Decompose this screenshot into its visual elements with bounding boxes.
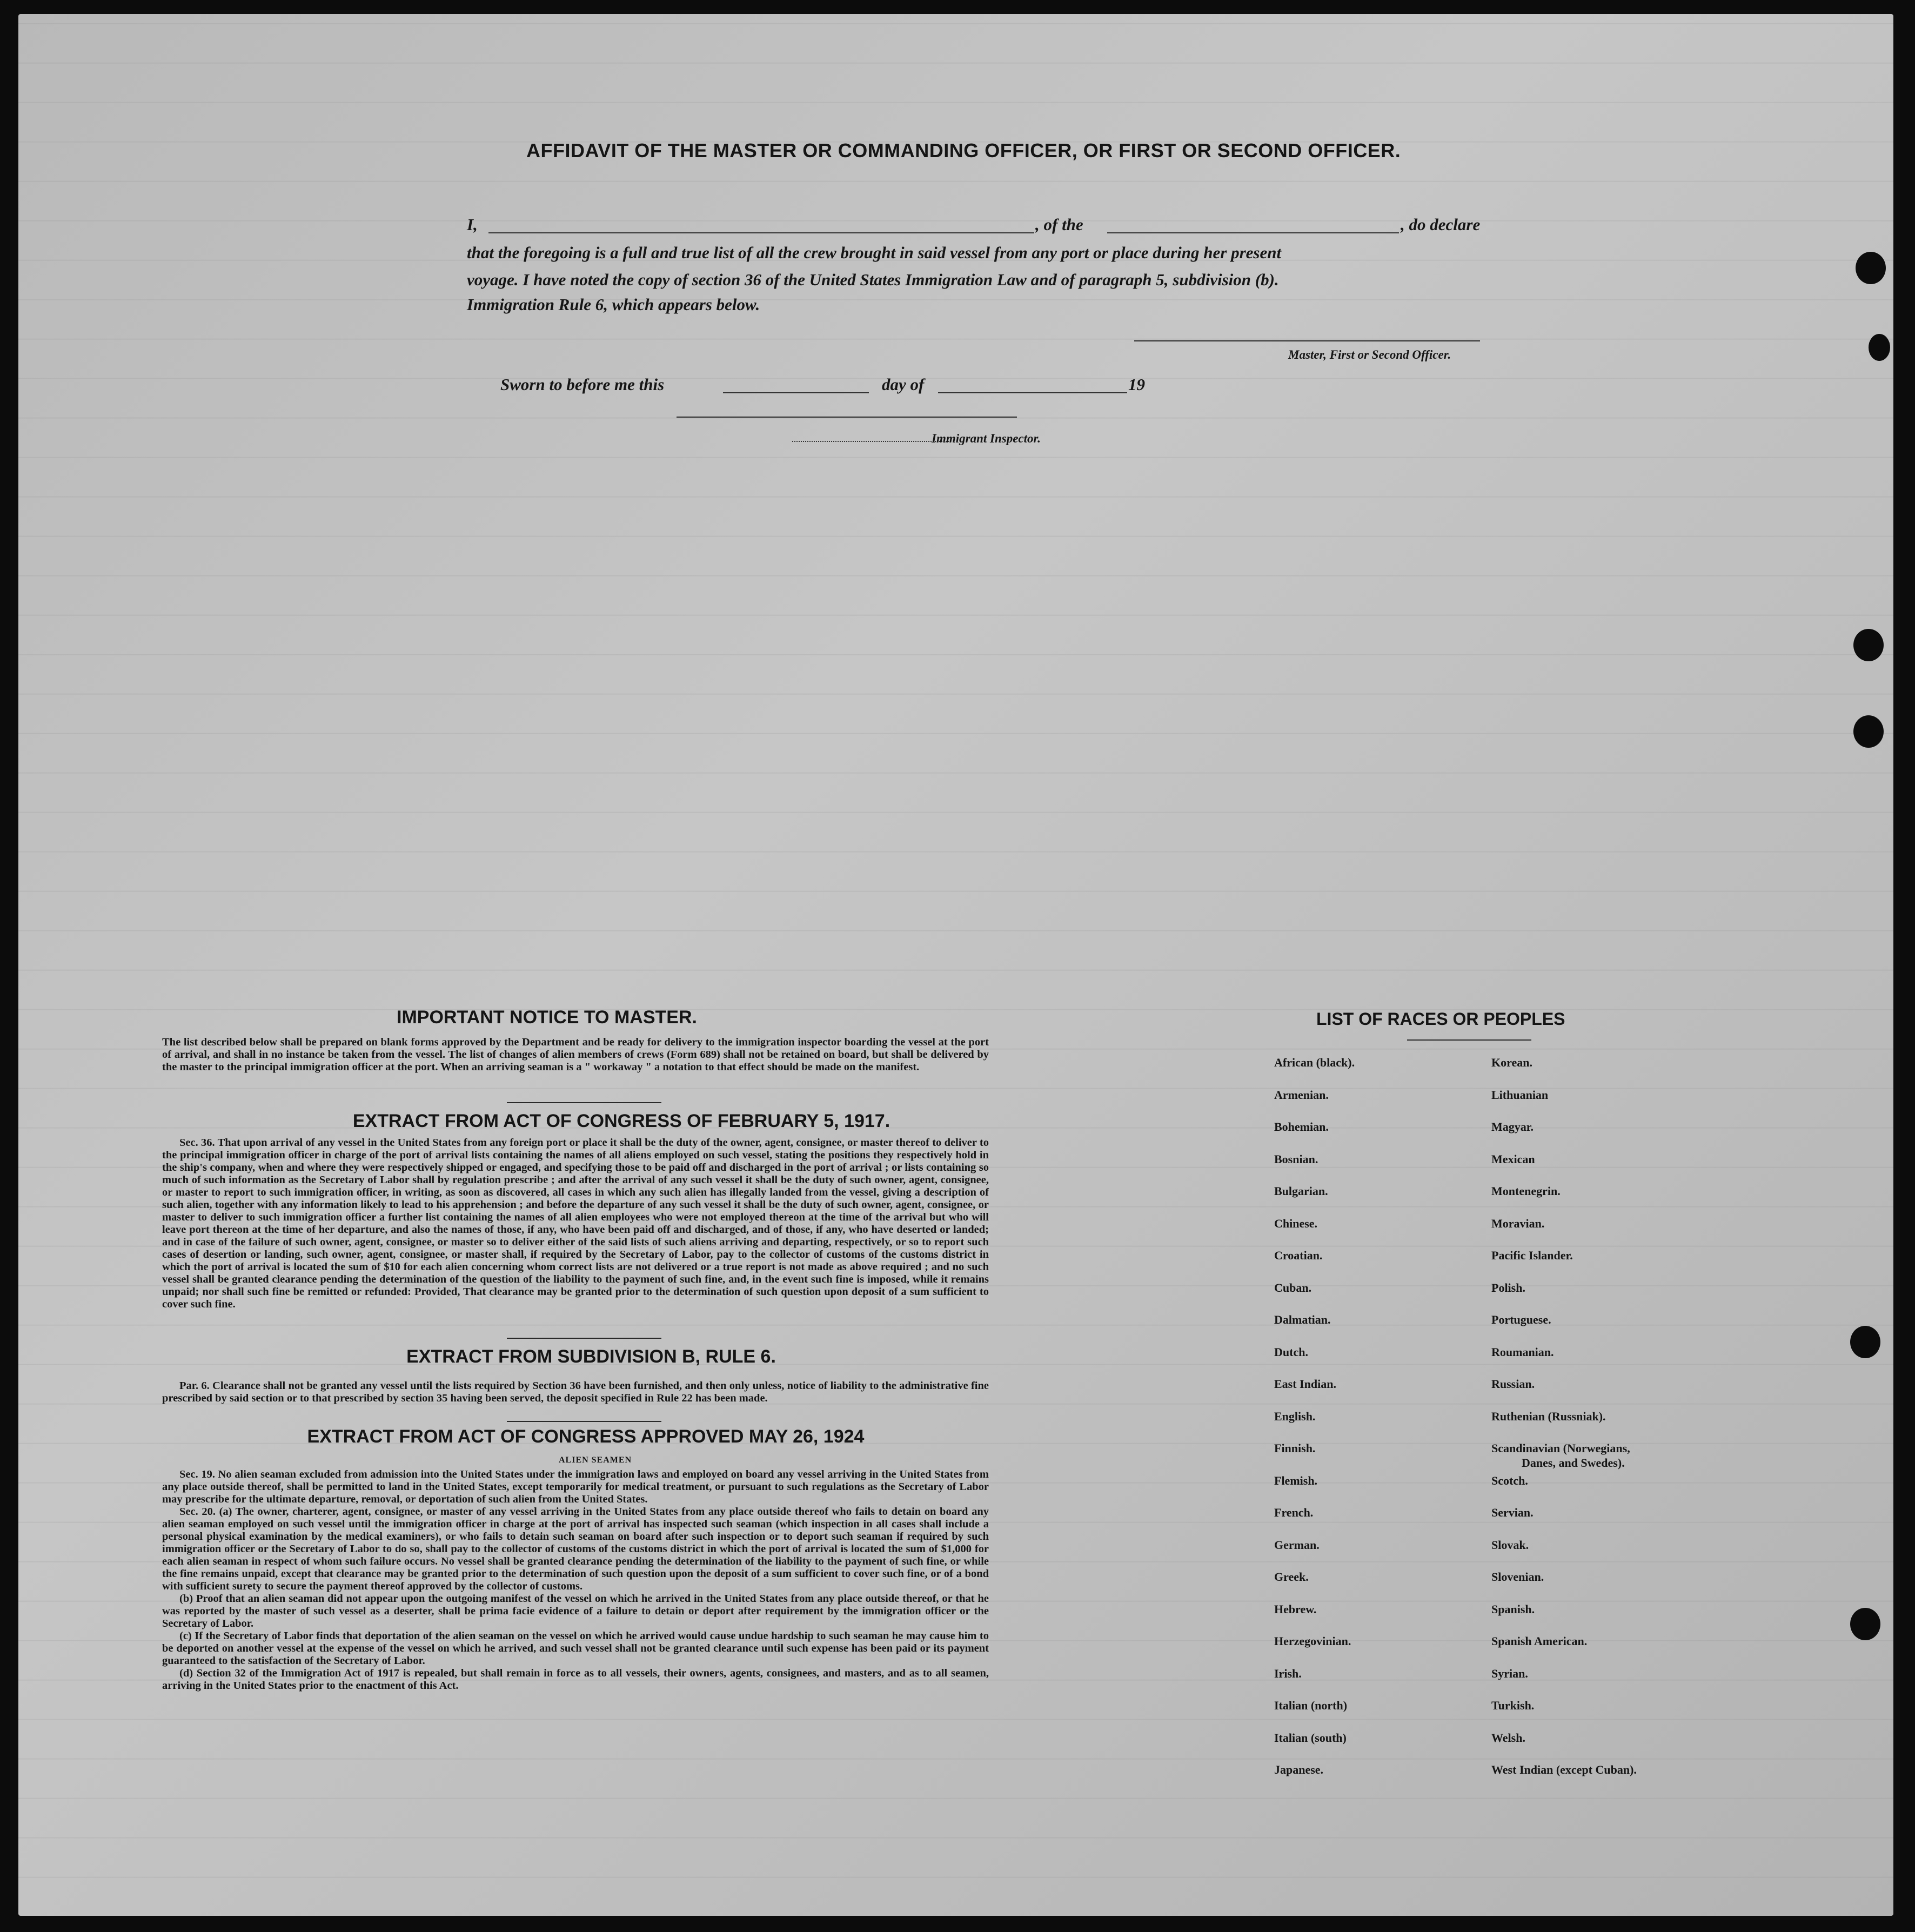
section-20d-paragraph: (d) Section 32 of the Immigration Act of 1917 is repealed, but shall remain in force as to all vessels, their owners, agents, consignees, and masters, and as to all seamen, arriving in the United States prior to the enactment of this Act. xyxy=(162,1667,989,1692)
section-19-paragraph: Sec. 19. No alien seaman excluded from admission into the United States under the immigration laws and employed on board any vessel arriving in the United States from any place outside thereof, shall be permitted to land in the United States, except temporarily for medical treatment, or pursuant to such regulations as the Secretary of Labor may prescribe for the ultimate departure, removal, or deportation of such alien from the United States. xyxy=(162,1468,989,1505)
race-item: Montenegrin. xyxy=(1491,1184,1561,1198)
inspector-signature-caption: Immigrant Inspector. xyxy=(932,432,1041,445)
month-blank-line xyxy=(938,392,1127,393)
sworn-before-label: Sworn to before me this xyxy=(500,375,665,394)
race-item: Bohemian. xyxy=(1274,1120,1329,1133)
race-item: East Indian. xyxy=(1274,1377,1336,1391)
affidavit-i-label: I, xyxy=(467,215,478,234)
inspector-signature-line xyxy=(792,441,949,442)
affidavit-line-2: that the foregoing is a full and true list of all the crew brought in said vessel from any port or place during her present xyxy=(467,243,1282,262)
race-item: Moravian. xyxy=(1491,1216,1545,1230)
race-item: Herzegovinian. xyxy=(1274,1634,1351,1648)
extract-rule6-text xyxy=(162,1380,989,1405)
punch-hole xyxy=(1853,629,1884,661)
race-item: Finnish. xyxy=(1274,1441,1316,1455)
notice-heading: IMPORTANT NOTICE TO MASTER. xyxy=(397,1007,697,1028)
notice-text xyxy=(162,1036,989,1074)
race-item: Russian. xyxy=(1491,1377,1535,1391)
affidavit-line-1 xyxy=(467,215,1521,237)
race-item: African (black). xyxy=(1274,1056,1355,1069)
alien-seamen-subheading: ALIEN SEAMEN xyxy=(559,1455,632,1465)
affidavit-line-4: Immigration Rule 6, which appears below. xyxy=(467,295,760,314)
races-heading: LIST OF RACES OR PEOPLES xyxy=(1316,1009,1565,1029)
race-item: Pacific Islander. xyxy=(1491,1249,1573,1262)
race-item: Italian (north) xyxy=(1274,1699,1348,1712)
extract-1917-text xyxy=(162,1137,989,1311)
race-item: Slovak. xyxy=(1491,1538,1529,1552)
race-item: Danes, and Swedes). xyxy=(1522,1456,1625,1470)
name-blank-line xyxy=(488,232,1034,233)
race-item: Dutch. xyxy=(1274,1345,1308,1359)
day-of-label: day of xyxy=(882,375,925,394)
race-item: English. xyxy=(1274,1409,1316,1423)
punch-hole xyxy=(1869,334,1890,361)
races-divider xyxy=(1407,1039,1531,1041)
notice-paragraph: The list described below shall be prepared on blank forms approved by the Department and be ready for delivery to the immigration inspector boarding the vessel at the port of arrival, and shall in no instance be taken from the vessel. The list of changes of alien members of crews (Form 689) shall not be retained on board, but shall be delivered by the master to the principal immigration officer at the port. When an arriving seaman is a " workaway " a notation to that effect should be made on the manifest. xyxy=(162,1036,989,1073)
extract-1924-heading: EXTRACT FROM ACT OF CONGRESS APPROVED MAY 26, 1924 xyxy=(307,1426,865,1447)
race-item: Italian (south) xyxy=(1274,1730,1347,1745)
race-item: Spanish American. xyxy=(1491,1634,1588,1648)
sworn-line xyxy=(500,375,1203,397)
race-item: Chinese. xyxy=(1274,1216,1318,1230)
race-item: Portuguese. xyxy=(1491,1313,1551,1326)
race-item: Syrian. xyxy=(1491,1666,1528,1680)
affidavit-of-the-label: , of the xyxy=(1035,215,1083,234)
race-item: Bosnian. xyxy=(1274,1152,1318,1166)
affidavit-title: AFFIDAVIT OF THE MASTER OR COMMANDING OFFICER, OR FIRST OR SECOND OFFICER. xyxy=(526,139,1401,162)
race-item: Korean. xyxy=(1491,1056,1532,1069)
race-item: Armenian. xyxy=(1274,1088,1329,1102)
race-item: Roumanian. xyxy=(1491,1345,1554,1359)
master-signature-line xyxy=(1134,340,1480,341)
race-item: Magyar. xyxy=(1491,1120,1534,1133)
race-item: Greek. xyxy=(1274,1570,1309,1584)
section-36-paragraph: Sec. 36. That upon arrival of any vessel in the United States from any foreign port or place it shall be the duty of the owner, agent, consignee, or master thereof to deliver to the principal immigration officer in charge of the port of arrival lists containing the names of all aliens employed on such vessel, stating the positions they respectively hold in the ship's company, when and where they were respectively shipped or engaged, and specifying those to be paid off and discharged in the port of arrival ; or lists containing so much of such information as the Secretary of Labor shall by regulation prescribe ; and after the arrival of any such vessel it shall be the duty of such owner, agent, consignee, or master to report to such immigration officer, in writing, as soon as discovered, all cases in which any such alien has illegally landed from the vessel, giving a description of such alien, together with any information likely to lead to his apprehension ; and before the departure of any such vessel it shall be the duty of such owner, agent, consignee, or master to deliver to such immigration officer a further list containing the names of all alien employees who were not employed thereon at the time of the arrival but who will leave port thereon at the time of her departure, and also the names of those, if any, who have been paid off and discharged, and of those, if any, who have deserted or landed; and in case of the failure of such owner, agent, consignee, or master so to deliver either of the said lists of such aliens arriving and departing, respectively, or so to report such cases of desertion or landing, such owner, agent, consignee, or master shall, if required by the Secretary of Labor, pay to the collector of customs of the customs district in which the port of arrival is located the sum of $10 for each alien concerning whom correct lists are not delivered or a true report is not made as above required ; and no such vessel shall be granted clearance pending the determination of the question of the liability to the payment of such fine, and, in the event such fine is imposed, while it remains unpaid; nor shall such fine be remitted or refunded: Provided, That clearance may be granted prior to the determination of such question upon deposit of a sum sufficient to cover such fine. xyxy=(162,1137,989,1310)
notice-divider xyxy=(507,1102,661,1103)
race-item: Cuban. xyxy=(1274,1280,1312,1294)
race-item: Hebrew. xyxy=(1274,1602,1317,1616)
race-item: Mexican xyxy=(1491,1152,1535,1166)
paragraph-6: Par. 6. Clearance shall not be granted any vessel until the lists required by Section 36 have been furnished, and then only unless, notice of liability to the administrative fine prescribed by said section or to that prescribed by section 35 having been served, the deposit specified in Rule 22 has been made. xyxy=(162,1380,989,1404)
affidavit-line-3: voyage. I have noted the copy of section 36 of the United States Immigration Law and of paragraph 5, subdivision (b). xyxy=(467,270,1279,289)
race-item: Croatian. xyxy=(1274,1249,1323,1262)
master-signature-caption: Master, First or Second Officer. xyxy=(1288,348,1451,361)
race-item: Turkish. xyxy=(1491,1699,1535,1712)
punch-hole xyxy=(1850,1326,1880,1358)
race-item: French. xyxy=(1274,1506,1314,1519)
affidavit-divider xyxy=(677,417,1017,418)
race-item: Irish. xyxy=(1274,1666,1302,1680)
race-item: Lithuanian xyxy=(1491,1088,1549,1102)
affidavit-do-declare-label: , do declare xyxy=(1401,215,1481,234)
section-20b-paragraph: (b) Proof that an alien seaman did not appear upon the outgoing manifest of the vessel on which he arrived in the United States from any place outside thereof, or that he was reported by the master of such vessel as a deserter, shall be prima facie evidence of a failure to detain or deport after requirement by the immigration officer or the Secretary of Labor. xyxy=(162,1593,989,1629)
extract-1917-divider xyxy=(507,1338,661,1339)
race-item: Scandinavian (Norwegians, xyxy=(1491,1441,1630,1455)
race-item: Spanish. xyxy=(1491,1602,1535,1616)
race-item: Polish. xyxy=(1491,1280,1525,1294)
race-item: Welsh. xyxy=(1491,1730,1525,1745)
document-sheet xyxy=(18,14,1893,1916)
race-item: Servian. xyxy=(1491,1506,1534,1519)
section-20c-paragraph: (c) If the Secretary of Labor finds that deportation of the alien seaman on the vessel on which he arrived would cause undue hardship to such seaman he may cause him to be deported on another vessel at the expense of the vessel on which he arrived, and such vessel shall not be granted clearance until such expense has been paid or its payment guaranteed to the satisfaction of the Secretary of Labor. xyxy=(162,1630,989,1667)
race-item: Japanese. xyxy=(1274,1763,1324,1776)
race-item: Scotch. xyxy=(1491,1473,1528,1487)
rank-blank-line xyxy=(1107,232,1399,233)
extract-1917-heading: EXTRACT FROM ACT OF CONGRESS OF FEBRUARY 5, 1917. xyxy=(352,1111,890,1131)
race-item: Dalmatian. xyxy=(1274,1313,1331,1326)
punch-hole xyxy=(1853,715,1884,748)
extract-1924-text xyxy=(162,1468,989,1692)
punch-hole xyxy=(1850,1608,1880,1640)
extract-rule6-divider xyxy=(507,1421,661,1422)
race-item: West Indian (except Cuban). xyxy=(1491,1763,1637,1776)
punch-hole xyxy=(1856,252,1886,284)
extract-rule6-heading: EXTRACT FROM SUBDIVISION B, RULE 6. xyxy=(406,1346,776,1367)
day-blank-line xyxy=(723,392,869,393)
section-20a-paragraph: Sec. 20. (a) The owner, charterer, agent, consignee, or master of any vessel arriving in the United States from any place outside thereof who fails to detain on board any alien seaman employed on such vessel until the immigration officer in charge at the port of arrival has inspected such seaman (which inspection in all cases shall include a personal physical examination by the medical examiners), or who fails to detain such seaman on board after such inspection or to deport such seaman if required by such immigration officer or the Secretary of Labor to do so, shall pay to the collector of customs of the customs district in which the port of arrival is located the sum of $1,000 for each alien seaman in respect of whom such failure occurs. No vessel shall be granted clearance pending the determination of the liability to the payment of such fine, or while the fine remains unpaid, except that clearance may be granted prior to the determination of such question upon the deposit of a sum sufficient to cover such fine, or of a bond with sufficient surety to secure the payment thereof approved by the collector of customs. xyxy=(162,1506,989,1592)
race-item: German. xyxy=(1274,1538,1320,1552)
race-item: Ruthenian (Russniak). xyxy=(1491,1409,1606,1423)
race-item: Slovenian. xyxy=(1491,1570,1544,1584)
race-item: Flemish. xyxy=(1274,1473,1318,1487)
race-item: Bulgarian. xyxy=(1274,1184,1328,1198)
year-prefix: 19 xyxy=(1128,375,1145,394)
